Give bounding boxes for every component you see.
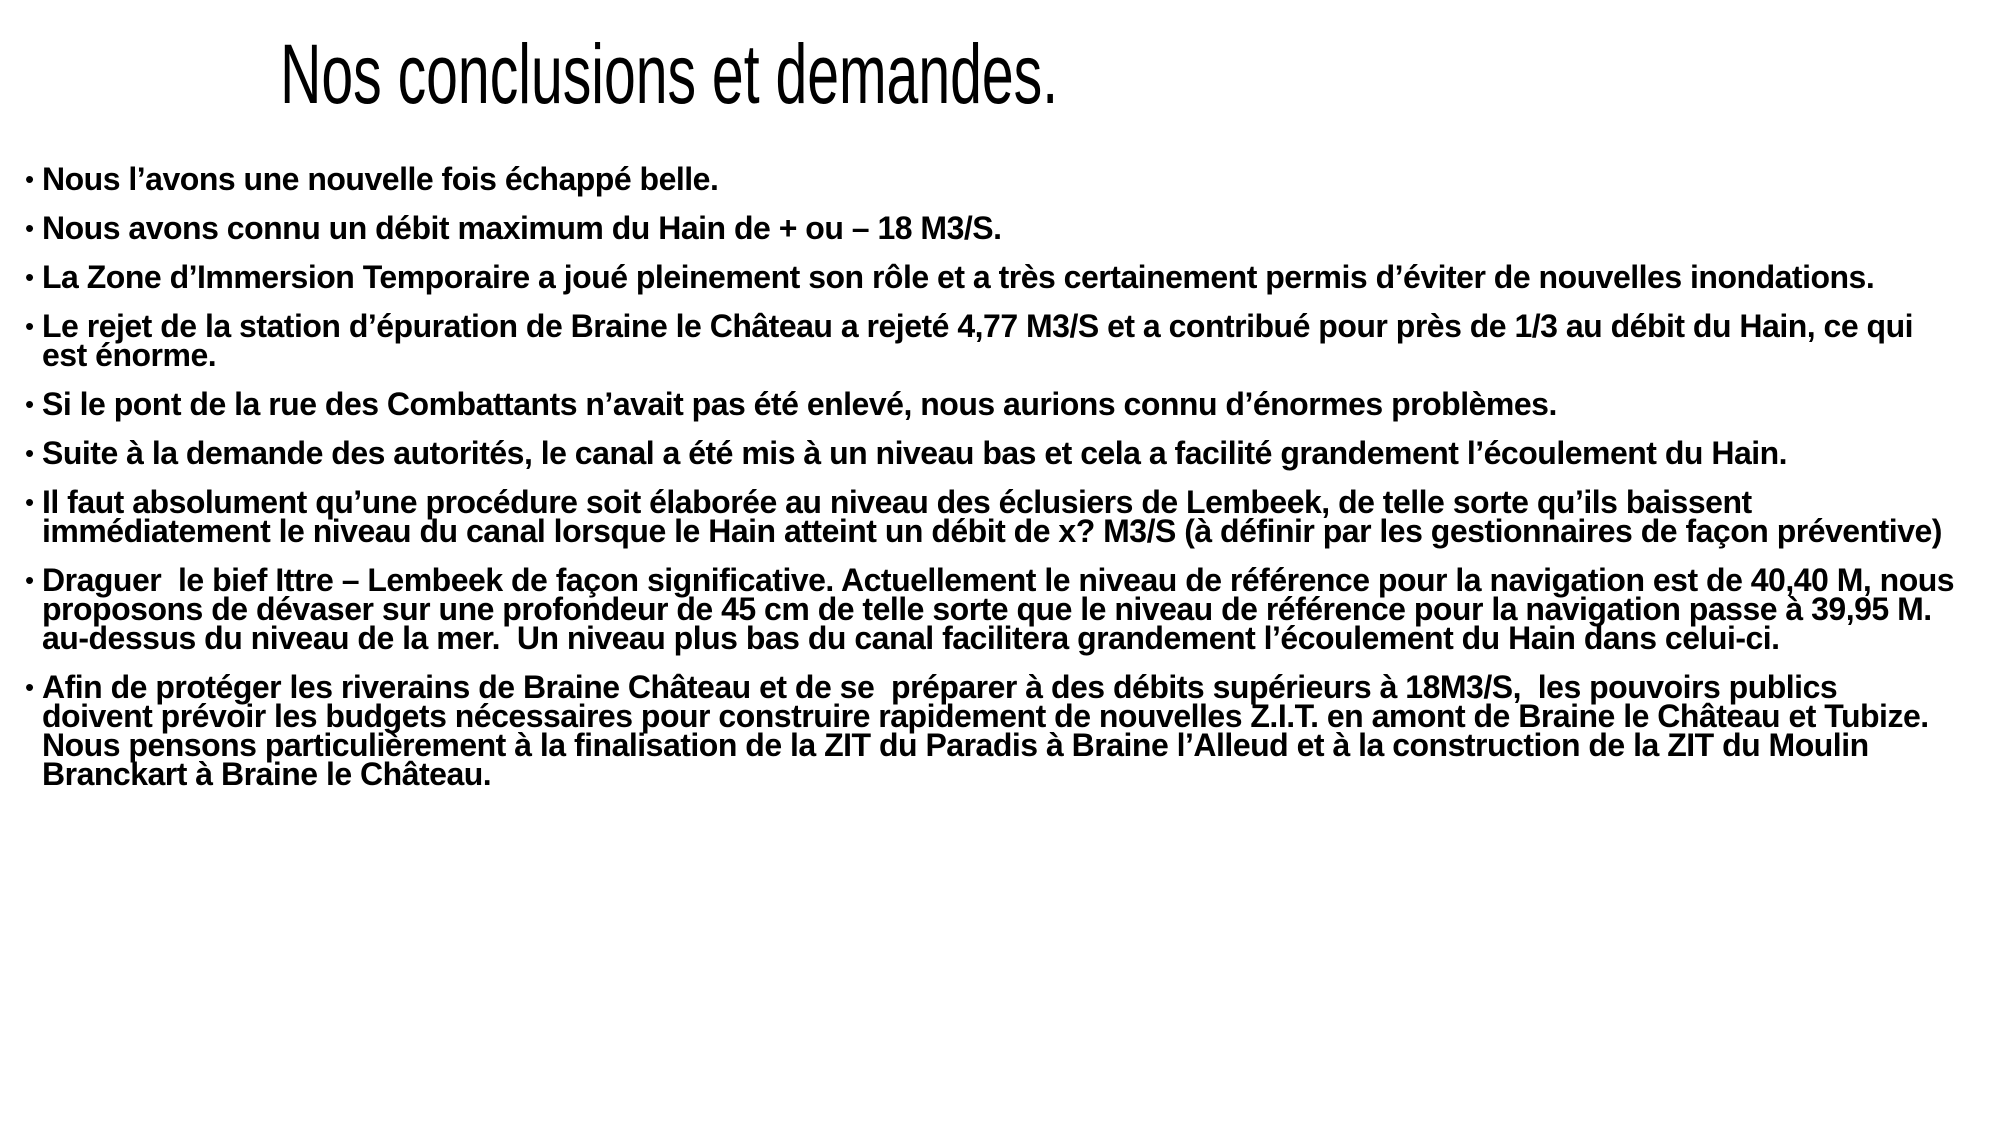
bullet-item [0,561,1963,656]
bullet-marker-icon: • [25,261,35,292]
bullet-text: Suite à la demande des autorités, le canal a été mis à un niveau bas et cela a facilité grandement l’écoulement du Hain. [42,434,1788,471]
bullet-item [0,307,1955,373]
bullet-text: Nous l’avons une nouvelle fois échappé belle. [42,160,719,197]
bullet-marker-icon: • [25,163,35,194]
bullet-text: Draguer le bief Ittre – Lembeek de façon significative. Actuellement le niveau de référence pour la navigation est de 40,40 M, nous proposons de dévaser sur une profondeur de 45 cm de telle sorte que le niveau de référence pour la navigation passe à 39,95 M. au-dessus du niveau de la mer. Un niveau plus bas du canal facilitera grandement l’écoulement du Hain dans celui-ci. [42,561,1963,656]
bullet-item [0,434,1955,471]
bullet-text: Nous avons connu un débit maximum du Hain de + ou – 18 M3/S. [42,209,1002,246]
slide-title: Nos conclusions et demandes. [280,27,1059,121]
bullet-list [0,160,2000,792]
bullet-marker-icon: • [25,388,35,419]
bullet-marker-icon: • [25,671,35,702]
bullet-marker-icon: • [25,486,35,517]
bullet-text: La Zone d’Immersion Temporaire a joué pleinement son rôle et a très certainement permis d’éviter de nouvelles inondations. [42,258,1875,295]
bullet-text: Afin de protéger les riverains de Braine Château et de se préparer à des débits supérieurs à 18M3/S, les pouvoirs publics doivent prévoir les budgets nécessaires pour construire rapidement de nouvelles Z.I.T. en amont de Braine le Château et Tubize. Nous pensons particulièrement à la finalisation de la ZIT du Paradis à Braine l’Alleud et à la construction de la ZIT du Moulin Branckart à Braine le Château. [42,668,1938,792]
bullet-text: Il faut absolument qu’une procédure soit élaborée au niveau des éclusiers de Lembeek, de telle sorte qu’ils baissent immédiatement le niveau du canal lorsque le Hain atteint un débit de x? M3/S (à définir par les gestionnaires de façon préventive) [42,483,1942,549]
bullet-item [0,385,1955,422]
bullet-item [0,483,1955,549]
bullet-marker-icon: • [25,310,35,341]
bullet-text: Si le pont de la rue des Combattants n’avait pas été enlevé, nous aurions connu d’énormes problèmes. [42,385,1557,422]
bullet-text: Le rejet de la station d’épuration de Braine le Château a rejeté 4,77 M3/S et a contribué pour près de 1/3 au débit du Hain, ce qui est énorme. [42,307,1922,373]
bullet-item [0,160,1955,197]
bullet-marker-icon: • [25,564,35,595]
bullet-item [0,668,1955,792]
bullet-item [0,209,1955,246]
bullet-item [0,258,1955,295]
bullet-marker-icon: • [25,437,35,468]
bullet-marker-icon: • [25,212,35,243]
